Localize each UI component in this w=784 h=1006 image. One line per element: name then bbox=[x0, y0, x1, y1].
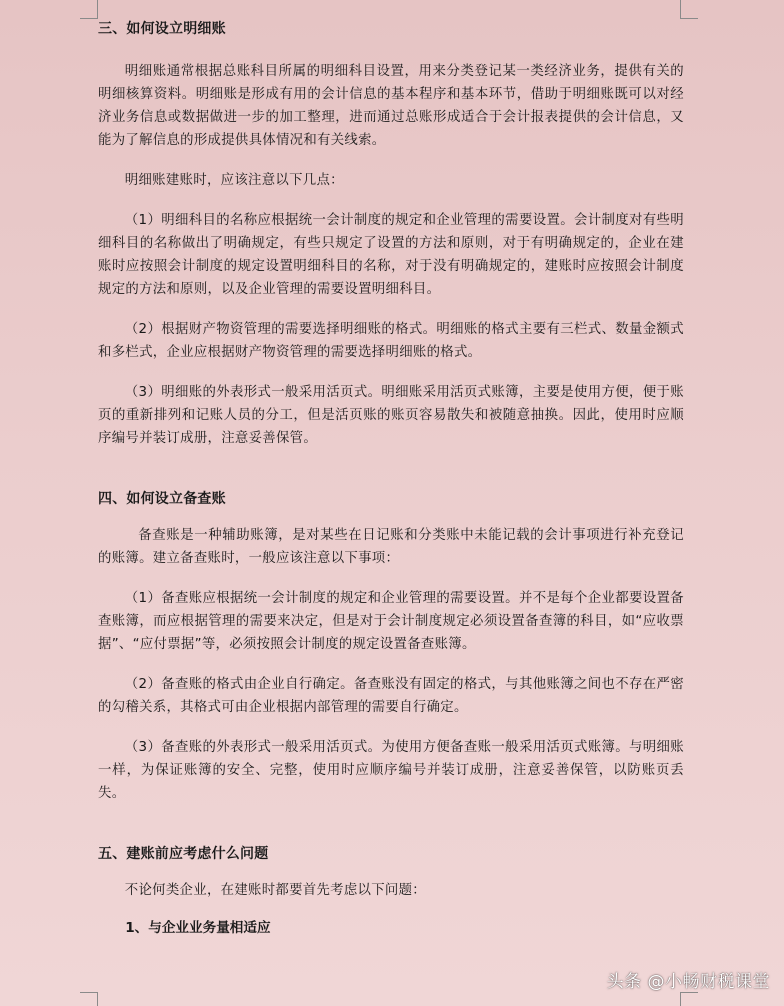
paragraph: （1）明细科目的名称应根据统一会计制度的规定和企业管理的需要设置。会计制度对有些明细科目的名称做出了明确规定，有些只规定了设置的方法和原则，对于有明确规定的，企业在建账时应按照会计制度的规定设置明细科目的名称，对于没有明确规定的，建账时应按照会计制度规定的方法和原则，以及企业管理的需要设置明细科目。 bbox=[98, 213, 684, 297]
crop-mark-top-left bbox=[97, 0, 98, 18]
paragraph: （3）明细账的外表形式一般采用活页式。明细账采用活页式账簿，主要是使用方便，便于账页的重新排列和记账人员的分工，但是活页账的账页容易散失和被随意抽换。因此，使用时应顺序编号并装订成册，注意妥善保管。 bbox=[98, 385, 684, 446]
paragraph: （3）备查账的外表形式一般采用活页式。为使用方便备查账一般采用活页式账簿。与明细账一样，为保证账簿的安全、完整，使用时应顺序编号并装订成册，注意妥善保管，以防账页丢失。 bbox=[98, 740, 684, 801]
section-heading: 四、如何设立备查账 bbox=[98, 491, 226, 507]
paragraph: 不论何类企业，在建账时都要首先考虑以下问题： bbox=[124, 883, 426, 898]
crop-mark-bottom-right bbox=[680, 992, 681, 1006]
paragraph: 明细账建账时，应该注意以下几点： bbox=[124, 173, 344, 188]
crop-mark-top-left bbox=[80, 18, 98, 19]
crop-mark-bottom-left bbox=[97, 992, 98, 1006]
paragraph: （1）备查账应根据统一会计制度的规定和企业管理的需要设置。并不是每个企业都要设置备查账簿，而应根据管理的需要来决定，但是对于会计制度规定必须设置备查簿的科目，如“应收票据”、“应付票据”等，必须按照会计制度的规定设置备查账簿。 bbox=[98, 591, 684, 652]
section-heading: 三、如何设立明细账 bbox=[98, 21, 226, 37]
paragraph: （2）备查账的格式由企业自行确定。备查账没有固定的格式，与其他账簿之间也不存在严密的勾稽关系，其格式可由企业根据内部管理的需要自行确定。 bbox=[98, 677, 684, 715]
paragraph: 备查账是一种辅助账簿，是对某些在日记账和分类账中未能记载的会计事项进行补充登记的账簿。建立备查账时，一般应该注意以下事项： bbox=[98, 528, 684, 566]
crop-mark-bottom-left bbox=[80, 992, 98, 993]
paragraph: （2）根据财产物资管理的需要选择明细账的格式。明细账的格式主要有三栏式、数量金额式和多栏式，企业应根据财产物资管理的需要选择明细账的格式。 bbox=[98, 322, 684, 360]
paragraph: 明细账通常根据总账科目所属的明细科目设置，用来分类登记某一类经济业务，提供有关的明细核算资料。明细账是形成有用的会计信息的基本程序和基本环节，借助于明细账既可以对经济业务信息或数据做进一步的加工整理，进而通过总账形成适合于会计报表提供的会计信息，又能为了解信息的形成提供具体情况和有关线索。 bbox=[98, 64, 684, 148]
document-body bbox=[98, 18, 684, 939]
watermark: 头条 @小畅财税课堂 bbox=[606, 972, 770, 992]
crop-mark-bottom-right bbox=[680, 992, 698, 993]
sub-heading: 1、与企业业务量相适应 bbox=[125, 920, 271, 936]
section-heading: 五、建账前应考虑什么问题 bbox=[98, 846, 269, 862]
crop-mark-top-right bbox=[680, 0, 681, 18]
